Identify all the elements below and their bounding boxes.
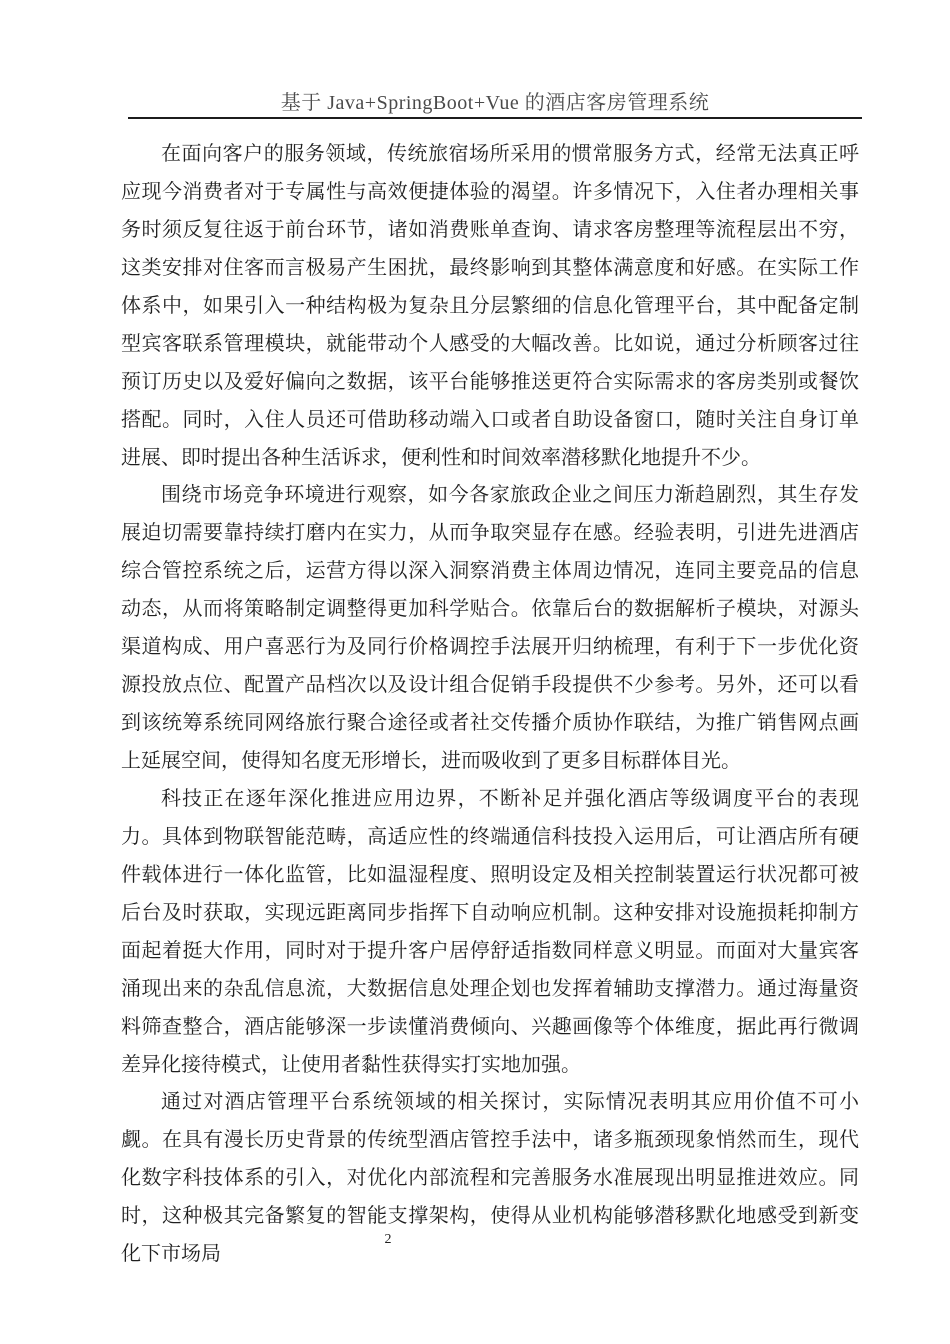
paragraph-2: 围绕市场竞争环境进行观察，如今各家旅政企业之间压力渐趋剧烈，其生存发展迫切需要靠持续打磨内在实力，从而争取突显存在感。经验表明，引进先进酒店综合管控系统之后，运营方得以深入洞察消费主体周边情况，连同主要竞品的信息动态，从而将策略制定调整得更加科学贴合。依靠后台的数据解析子模块，对源头渠道构成、用户喜恶行为及同行价格调控手法展开归纳梳理，有利于下一步优化资源投放点位、配置产品档次以及设计组合促销手段提供不少参考。另外，还可以看到该统筹系统同网络旅行聚合途径或者社交传播介质协作联结，为推广销售网点画上延展空间，使得知名度无形增长，进而吸收到了更多目标群体目光。 xyxy=(121,484,859,772)
document-body xyxy=(121,136,859,1274)
header-rule xyxy=(128,117,862,119)
paragraph-3: 科技正在逐年深化推进应用边界，不断补足并强化酒店等级调度平台的表现力。具体到物联智能范畴，高适应性的终端通信科技投入运用后，可让酒店所有硬件载体进行一体化监管，比如温湿程度、照明设定及相关控制装置运行状况都可被后台及时获取，实现远距离同步指挥下自动响应机制。这种安排对设施损耗抑制方面起着挺大作用，同时对于提升客户居停舒适指数同样意义明显。而面对大量宾客涌现出来的杂乱信息流，大数据信息处理企划也发挥着辅助支撑潜力。通过海量资料筛查整合，酒店能够深一步读懂消费倾向、兴趣画像等个体维度，据此再行微调差异化接待模式，让使用者黏性获得实打实地加强。 xyxy=(121,787,859,1076)
page-header-title: 基于 Java+SpringBoot+Vue 的酒店客房管理系统 xyxy=(280,92,710,114)
paragraph-4: 通过对酒店管理平台系统领域的相关探讨，实际情况表明其应用价值不可小觑。在具有漫长历史背景的传统型酒店管控手法中，诸多瓶颈现象悄然而生，现代化数字科技体系的引入，对优化内部流程和完善服务水准展现出明显推进效应。同时，这种极其完备繁复的智能支撑架构，使得从业机构能够潜移默化地感受到新变化下市场局 xyxy=(121,1091,859,1266)
paragraph-1: 在面向客户的服务领域，传统旅宿场所采用的惯常服务方式，经常无法真正呼应现今消费者对于专属性与高效便捷体验的渴望。许多情况下，入住者办理相关事务时须反复往返于前台环节，诸如消费账单查询、请求客房整理等流程层出不穷，这类安排对住客而言极易产生困扰，最终影响到其整体满意度和好感。在实际工作体系中，如果引入一种结构极为复杂且分层繁细的信息化管理平台，其中配备定制型宾客联系管理模块，就能带动个人感受的大幅改善。比如说，通过分析顾客过往预订历史以及爱好偏向之数据，该平台能够推送更符合实际需求的客房类别或餐饮搭配。同时，入住人员还可借助移动端入口或者自助设备窗口，随时关注自身订单进展、即时提出各种生活诉求，便利性和时间效率潜移默化地提升不少。 xyxy=(121,143,859,469)
page-number: 2 xyxy=(384,1232,392,1247)
